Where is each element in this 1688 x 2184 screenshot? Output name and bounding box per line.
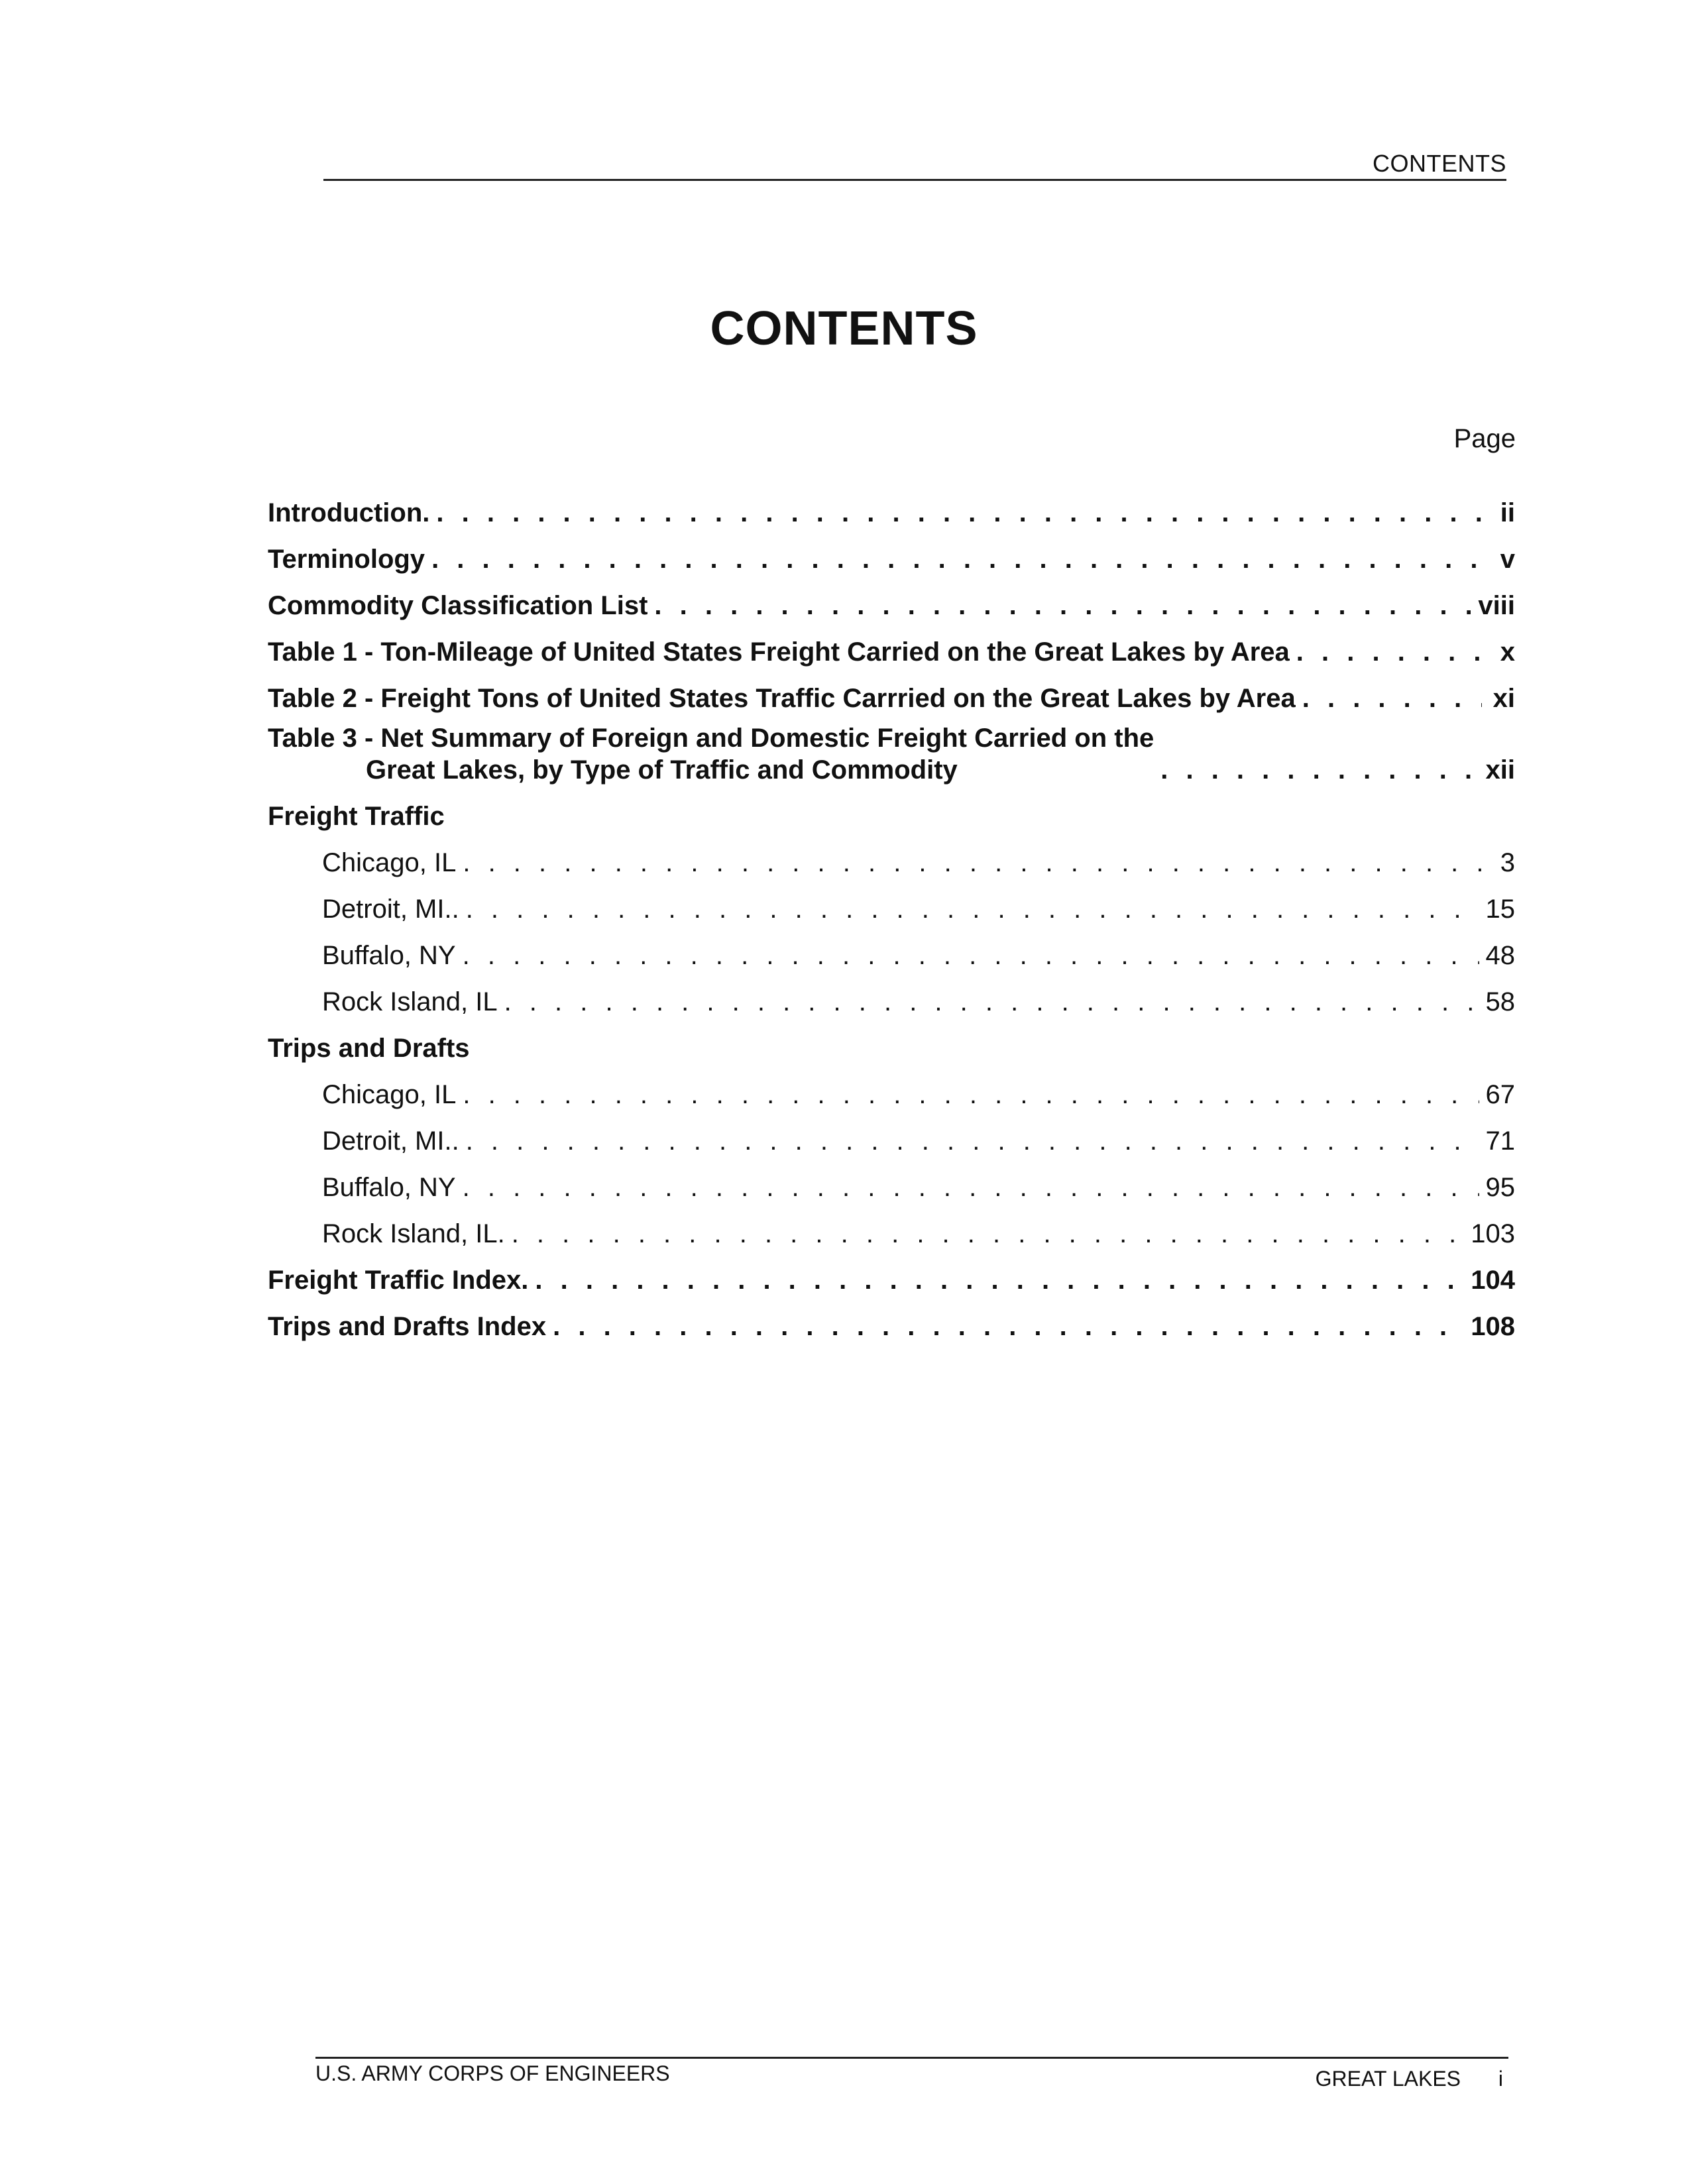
dot-leader [463,1172,1479,1203]
toc-entry-introduction[interactable] [268,482,1515,529]
toc-entry-label: Chicago, IL [322,1080,457,1109]
footer-right [1316,2067,1503,2091]
toc-entry-page: x [1500,637,1515,667]
dot-leader [1296,636,1482,668]
toc-entry-table-1[interactable] [268,622,1515,668]
dot-leader [553,1311,1464,1342]
dot-leader [466,893,1479,925]
dot-leader [436,497,1482,529]
footer-region: GREAT LAKES [1315,2067,1461,2091]
toc-entry-label: Detroit, MI.. [322,1126,459,1156]
dot-leader [512,1218,1465,1250]
toc-entry-commodity-classification-list[interactable] [268,575,1515,622]
toc-entry-table-2[interactable] [268,668,1515,714]
toc-entry-page: xii [1485,755,1515,785]
toc-entry-label-line-1: Table 3 - Net Summary of Foreign and Domestic Freight Carried on the [268,724,1154,753]
toc-entry-freight-chicago[interactable] [268,832,1515,879]
toc-entry-page: 15 [1485,895,1515,924]
footer-page-number: i [1498,2067,1503,2091]
toc-entry-label: Terminology [268,545,425,574]
toc-entry-page: xi [1492,684,1515,713]
toc-entry-label-line-2: Great Lakes, by Type of Traffic and Commodity [366,755,958,785]
toc-entry-page: viii [1478,591,1515,620]
toc-entry-page: ii [1500,498,1515,527]
toc-entry-label: Buffalo, NY [322,941,456,970]
toc-entry-page: 104 [1471,1266,1515,1295]
toc-entry-page: 3 [1500,848,1515,877]
dot-leader [1302,682,1482,714]
toc-entry-page: 67 [1485,1080,1515,1109]
toc-entry-page: 108 [1471,1312,1515,1341]
toc-entry-label: Freight Traffic Index. [268,1266,529,1295]
running-header [323,144,1506,181]
toc-entry-page: 95 [1485,1173,1515,1202]
dot-leader [535,1264,1464,1296]
dot-leader [431,543,1482,575]
toc-entry-page: 71 [1485,1126,1515,1156]
toc-entry-trips-and-drafts-index[interactable] [268,1296,1515,1342]
toc-entry-label: Chicago, IL [322,848,457,877]
footer-agency: U.S. ARMY CORPS OF ENGINEERS [315,2061,670,2085]
section-heading-trips-and-drafts: Trips and Drafts [268,1034,470,1063]
toc-entry-trips-detroit[interactable] [268,1111,1515,1157]
toc-entry-trips-rock-island[interactable] [268,1203,1515,1250]
toc-entry-page: v [1500,545,1515,574]
dot-leader [463,847,1482,879]
table-of-contents [268,482,1515,1342]
toc-entry-freight-detroit[interactable] [268,879,1515,925]
dot-leader [466,1125,1479,1157]
dot-leader [463,940,1479,971]
running-header-text: CONTENTS [1373,150,1506,177]
toc-entry-label: Rock Island, IL [322,987,498,1016]
dot-leader [1160,754,1479,786]
page-title: CONTENTS [710,302,978,355]
toc-entry-table-3[interactable] [268,714,1515,786]
toc-entry-label: Table 1 - Ton-Mileage of United States Freight Carried on the Great Lakes by Area [268,637,1290,667]
toc-entry-freight-rock-island[interactable] [268,971,1515,1018]
toc-entry-label: Rock Island, IL. [322,1219,505,1248]
toc-entry-freight-buffalo[interactable] [268,925,1515,971]
dot-leader [504,986,1479,1018]
toc-entry-page: 103 [1471,1219,1515,1248]
toc-entry-label: Commodity Classification List [268,591,648,620]
page-footer [315,2057,1508,2099]
dot-leader [654,590,1471,622]
toc-entry-trips-buffalo[interactable] [268,1157,1515,1203]
toc-entry-freight-traffic-index[interactable] [268,1250,1515,1296]
page-column-label: Page [1453,424,1516,453]
toc-entry-label: Table 2 - Freight Tons of United States Traffic Carrried on the Great Lakes by Area [268,684,1296,713]
dot-leader [463,1079,1479,1111]
toc-entry-trips-chicago[interactable] [268,1064,1515,1111]
section-heading-freight-traffic: Freight Traffic [268,802,445,831]
toc-entry-terminology[interactable] [268,529,1515,575]
toc-entry-page: 58 [1485,987,1515,1016]
toc-entry-label [268,722,1154,786]
toc-entry-label: Detroit, MI.. [322,895,459,924]
toc-entry-label: Trips and Drafts Index [268,1312,547,1341]
toc-entry-label: Buffalo, NY [322,1173,456,1202]
toc-entry-page: 48 [1485,941,1515,970]
toc-entry-label: Introduction. [268,498,430,527]
